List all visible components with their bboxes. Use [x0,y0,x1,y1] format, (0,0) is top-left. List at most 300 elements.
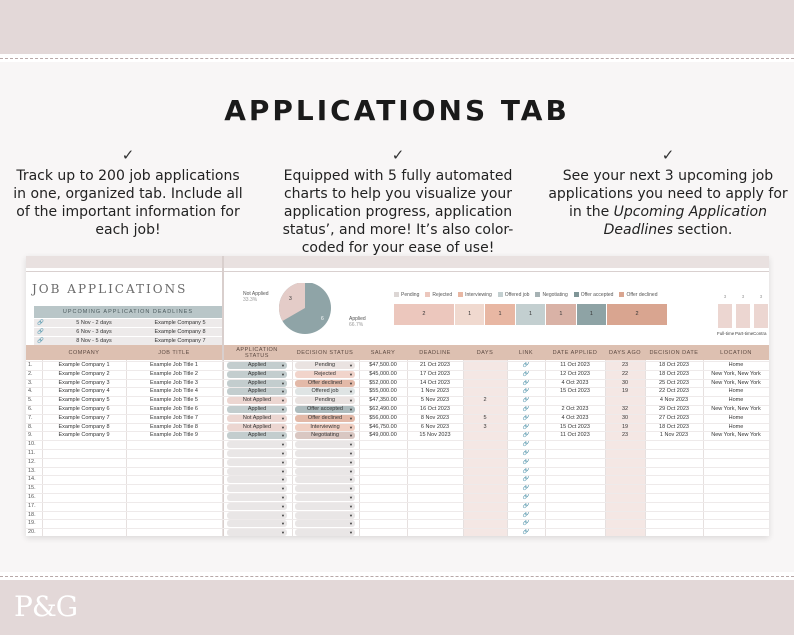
application-status-dropdown[interactable] [227,441,287,448]
cell-ago[interactable]: 19 [621,423,629,430]
row-number: 5. [28,397,33,404]
chevron-down-icon[interactable]: ▼ [349,486,353,492]
cell-company[interactable]: Example Company 5 [58,397,110,404]
cell-company[interactable]: Example Company 1 [58,362,110,368]
col-header-link: LINK [518,349,534,356]
cell-deadline[interactable]: 1 Nov 2023 [420,388,450,395]
chevron-down-icon[interactable]: ▼ [349,477,353,483]
chevron-down-icon[interactable]: ▼ [349,363,353,368]
link-icon[interactable]: 🔗 [522,450,530,456]
job-type-bar-value: 3 [723,294,727,299]
cell-decision[interactable]: 4 Nov 2023 [659,397,689,404]
cell-salary[interactable]: $49,000.00 [369,432,397,439]
legend-item [425,292,452,298]
legend-label: Offer accepted [580,292,614,298]
grid-line [463,360,464,536]
status-bar-segment: 1 [546,304,576,325]
row-number: 18. [28,511,36,518]
job-type-bar [718,304,732,328]
feature-1 [8,146,248,239]
cell-ago[interactable] [605,396,645,405]
application-status-dropdown[interactable] [227,371,287,378]
pie-value-not-applied: 3 [289,296,292,302]
application-status-dropdown[interactable] [227,459,287,466]
cell-deadline[interactable]: 6 Nov 2023 [420,423,450,430]
application-status-dropdown[interactable] [227,397,287,404]
link-icon[interactable]: 🔗 [522,476,530,483]
decision-status-dropdown[interactable] [295,380,355,387]
cell-job[interactable]: Example Job Title 1 [150,362,198,368]
application-status-dropdown[interactable] [227,529,287,536]
col-header-company: COMPANY [68,349,100,356]
application-status-dropdown[interactable] [227,406,287,413]
legend-item [535,292,567,298]
link-icon[interactable]: 🔗 [522,511,530,518]
feature-3 [548,146,788,239]
cell-salary[interactable]: $52,000.00 [369,379,397,386]
col-header-date-applied: DATE APPLIED [552,349,598,356]
link-icon[interactable]: 🔗 [37,320,44,326]
chevron-down-icon[interactable]: ▼ [281,477,285,483]
cell-decision[interactable]: 18 Oct 2023 [659,370,689,377]
link-icon[interactable]: 🔗 [522,520,530,527]
col-header-job-title: JOB TITLE [158,349,190,356]
link-icon[interactable]: 🔗 [522,432,530,439]
cell-job[interactable]: Example Job Title 3 [150,379,198,386]
link-icon[interactable]: 🔗 [522,397,530,404]
application-status-dropdown-value: Not Applied [242,397,272,404]
status-bar-segment: 1 [485,304,515,325]
application-status-dropdown[interactable] [227,485,287,492]
cell-days[interactable]: 2 [483,397,487,404]
link-icon[interactable]: 🔗 [37,338,44,344]
decision-status-dropdown-value: Rejected [314,370,336,377]
cell-decision[interactable]: 29 Oct 2023 [659,406,689,412]
link-icon[interactable]: 🔗 [522,406,530,412]
grid-line [26,414,769,415]
cell-applied[interactable] [545,396,605,405]
application-status-dropdown[interactable] [227,476,287,483]
cell-applied[interactable]: 15 Oct 2023 [560,423,590,430]
link-icon[interactable]: 🔗 [522,370,530,377]
table-row-empty [26,493,769,502]
link-icon[interactable]: 🔗 [522,494,530,500]
feature-text-italic: Upcoming Application Deadlines [603,204,767,238]
cell-days[interactable] [463,405,507,414]
grid-line [26,484,769,485]
cell-deadline[interactable]: 16 Oct 2023 [420,406,450,412]
pie-label-pct: 33.3% [243,297,258,303]
chevron-down-icon[interactable]: ▼ [349,398,353,404]
cell-ago[interactable]: 32 [621,406,629,412]
application-status-dropdown-value: Applied [247,406,267,412]
deadline-company: Example Company 5 [154,320,206,326]
application-status-dropdown[interactable] [227,424,287,431]
chevron-down-icon[interactable]: ▼ [349,495,353,500]
cell-ago[interactable]: 22 [621,370,629,377]
chevron-down-icon[interactable]: ▼ [349,512,353,518]
chevron-down-icon[interactable]: ▼ [349,380,353,386]
table-row [26,387,769,396]
grid-line [26,370,769,371]
page-title: APPLICATIONS TAB [224,94,570,127]
row-number: 15. [28,485,36,492]
cell-deadline[interactable]: 15 Nov 2023 [419,432,451,439]
row-number: 10. [28,441,36,448]
application-status-dropdown-value: Not Applied [242,414,272,421]
col-header-application-status: APPLICATION STATUS [236,346,278,359]
job-type-bar-value: 3 [759,294,763,299]
pie-label-not-applied [243,291,269,303]
pie-label-text: Applied [349,316,366,322]
application-status-dropdown-value: Applied [247,370,267,377]
chevron-down-icon[interactable]: ▼ [349,433,353,439]
application-status-dropdown-value: Applied [247,432,267,439]
application-status-dropdown[interactable] [227,503,287,510]
chevron-down-icon[interactable]: ▼ [281,371,285,377]
decision-status-dropdown[interactable] [295,362,355,369]
table-row-empty [26,440,769,449]
link-icon[interactable]: 🔗 [522,502,530,509]
grid-line [605,360,606,536]
row-number: 9. [28,432,33,439]
chevron-down-icon[interactable]: ▼ [281,521,285,527]
cell-salary[interactable]: $55,000.00 [369,388,397,395]
sheet-toolbar-strip [26,256,769,268]
chevron-down-icon[interactable]: ▼ [281,424,285,430]
grid-line [645,360,646,536]
cell-deadline[interactable]: 8 Nov 2023 [420,414,450,421]
row-number: 17. [28,502,36,509]
decision-status-dropdown[interactable] [295,441,355,448]
chevron-down-icon[interactable]: ▼ [349,442,353,448]
job-type-bar [736,304,750,328]
cell-ago[interactable]: 23 [621,362,629,368]
cell-company[interactable]: Example Company 9 [58,432,110,439]
cell-decision[interactable]: 18 Oct 2023 [659,423,689,430]
chevron-down-icon[interactable]: ▼ [349,424,353,430]
application-status-dropdown[interactable] [227,494,287,501]
feature-2 [278,146,518,257]
chevron-down-icon[interactable]: ▼ [281,503,285,509]
table-row-empty [26,467,769,476]
chevron-down-icon[interactable]: ▼ [349,451,353,456]
cell-days[interactable] [463,387,507,396]
brand-logo: P&G [14,590,78,623]
decision-status-dropdown[interactable] [295,503,355,510]
col-header-days: DAYS [476,349,494,356]
row-number: 3. [28,379,33,386]
link-icon[interactable]: 🔗 [522,414,530,421]
cell-days[interactable]: 3 [483,423,487,430]
table-row-empty [26,475,769,484]
cell-job[interactable]: Example Job Title 5 [150,397,198,404]
divider-line [0,58,794,59]
application-status-dropdown[interactable] [227,450,287,457]
application-status-dropdown[interactable] [227,512,287,519]
chevron-down-icon[interactable]: ▼ [349,371,353,377]
decision-status-dropdown-value: Interviewing [310,423,340,430]
row-number: 13. [28,467,36,474]
legend-label: Pending [401,292,420,298]
decision-status-dropdown[interactable] [295,459,355,466]
check-icon: ✓ [661,146,675,164]
cell-days[interactable] [463,379,507,388]
decision-status-dropdown[interactable] [295,415,355,422]
cell-company[interactable]: Example Company 3 [58,379,110,386]
cell-company[interactable]: Example Company 2 [58,370,110,377]
legend-swatch [535,292,540,297]
grid-line [545,360,546,536]
col-header-decision-date: DECISION DATE [649,349,699,356]
decision-status-dropdown[interactable] [295,450,355,457]
grid-line [407,360,408,536]
decision-status-dropdown[interactable] [295,406,355,413]
cell-ago[interactable]: 30 [621,379,629,386]
decision-status-dropdown[interactable] [295,468,355,475]
application-status-dropdown-value: Applied [247,379,267,386]
link-icon[interactable]: 🔗 [522,467,530,474]
cell-decision[interactable]: 22 Oct 2023 [659,388,689,395]
row-number: 19. [28,520,36,527]
feature-text: Track up to 200 job applications in one, organized tab. Include all of the important information for each job! [13,168,243,238]
chevron-down-icon[interactable]: ▼ [349,389,353,395]
legend-item [619,292,657,298]
decision-status-dropdown[interactable] [295,476,355,483]
row-number: 20. [28,529,36,536]
decision-status-dropdown[interactable] [295,397,355,404]
cell-location[interactable]: New York, New York [711,370,761,377]
cell-deadline[interactable]: 21 Oct 2023 [420,362,450,368]
legend-label: Interviewing [465,292,492,298]
cell-days[interactable]: 5 [483,414,487,421]
grid-line [292,360,293,536]
sheet-toolbar-strip [26,268,769,272]
chevron-down-icon[interactable]: ▼ [281,442,285,448]
cell-applied[interactable]: 15 Oct 2023 [560,388,590,395]
cell-ago[interactable]: 30 [621,414,629,421]
decision-status-dropdown[interactable] [295,512,355,519]
cell-salary[interactable]: $56,000.00 [369,414,397,421]
table-row-empty [26,484,769,493]
cell-job[interactable]: Example Job Title 8 [150,423,198,430]
col-header-deadline: DEADLINE [419,349,451,356]
application-status-dropdown[interactable] [227,520,287,527]
decision-status-legend [394,292,684,300]
cell-days[interactable] [463,370,507,379]
status-bar-segment: 1 [455,304,485,325]
chevron-down-icon[interactable]: ▼ [281,398,285,404]
application-status-dropdown[interactable] [227,415,287,422]
cell-salary[interactable]: $46,750.00 [369,423,397,430]
grid-line [26,431,769,432]
cell-ago[interactable]: 19 [621,388,629,395]
cell-location[interactable]: Home [728,414,744,421]
deadline-text: 8 Nov - 5 days [76,338,112,344]
pie-value-applied: 6 [321,316,324,322]
legend-swatch [574,292,579,297]
chevron-down-icon[interactable]: ▼ [349,407,353,412]
cell-applied[interactable]: 4 Oct 2023 [561,379,589,386]
chevron-down-icon[interactable]: ▼ [281,407,285,412]
application-status-dropdown[interactable] [227,380,287,387]
feature-text: section. [673,222,733,238]
cell-job[interactable]: Example Job Title 6 [150,406,198,412]
cell-location[interactable]: New York, New York [711,432,761,439]
cell-location[interactable]: Home [728,388,744,395]
check-icon: ✓ [391,146,405,164]
col-header-days-ago: DAYS AGO [608,349,642,356]
legend-label: Rejected [432,292,453,298]
decision-status-dropdown-value: Offered job [311,388,339,395]
chevron-down-icon[interactable]: ▼ [281,380,285,386]
feature-text: Equipped with 5 fully automated charts to help you visualize your application progress, application status’, and more! It’s also color-coded for your ease of use! [282,168,514,256]
cell-salary[interactable]: $47,500.00 [369,362,397,368]
chevron-down-icon[interactable]: ▼ [349,503,353,509]
legend-item [394,292,419,298]
cell-days[interactable] [463,361,507,370]
application-status-dropdown[interactable] [227,388,287,395]
application-status-dropdown[interactable] [227,468,287,475]
decision-status-dropdown[interactable] [295,485,355,492]
table-row [26,431,769,440]
link-icon[interactable]: 🔗 [522,423,530,430]
chevron-down-icon[interactable]: ▼ [281,415,285,421]
application-status-dropdown-value: Not Applied [242,423,272,430]
cell-deadline[interactable]: 14 Oct 2023 [420,379,450,386]
chevron-down-icon[interactable]: ▼ [281,468,285,474]
link-icon[interactable]: 🔗 [522,529,530,536]
col-header-location: LOCATION [720,349,752,356]
cell-company[interactable]: Example Company 6 [58,406,110,412]
chevron-down-icon[interactable]: ▼ [349,468,353,474]
application-status-dropdown-value: Applied [247,388,267,395]
cell-applied[interactable]: 11 Oct 2023 [560,362,590,368]
decision-status-dropdown[interactable] [295,371,355,378]
cell-deadline[interactable]: 17 Oct 2023 [420,370,450,377]
application-status-dropdown[interactable] [227,432,287,439]
table-row [26,414,769,423]
row-number: 1. [28,362,33,368]
cell-company[interactable]: Example Company 7 [58,414,110,421]
cell-applied[interactable]: 11 Oct 2023 [560,432,590,439]
cell-company[interactable]: Example Company 4 [58,388,110,395]
chevron-down-icon[interactable]: ▼ [349,415,353,421]
cell-ago[interactable]: 23 [621,432,629,439]
cell-salary[interactable]: $47,350.00 [369,397,397,404]
decision-status-dropdown-value: Negotiating [311,432,339,439]
link-icon[interactable]: 🔗 [522,362,530,368]
legend-label: Negotiating [542,292,568,298]
cell-decision[interactable]: 18 Oct 2023 [659,362,689,368]
cell-job[interactable]: Example Job Title 9 [150,432,198,439]
decision-status-dropdown[interactable] [295,388,355,395]
legend-item [458,292,492,298]
status-bar-segment: 1 [516,304,546,325]
cell-location[interactable]: New York, New York [711,406,761,412]
cell-company[interactable]: Example Company 8 [58,423,110,430]
grid-line [126,360,127,536]
deadline-row [34,319,222,328]
decision-status-dropdown[interactable] [295,432,355,439]
chevron-down-icon[interactable]: ▼ [281,459,285,465]
legend-swatch [394,292,399,297]
row-number: 16. [28,494,36,500]
cell-decision[interactable]: 25 Oct 2023 [659,379,689,386]
chevron-down-icon[interactable]: ▼ [281,512,285,518]
decision-status-dropdown[interactable] [295,529,355,536]
chevron-down-icon[interactable]: ▼ [281,495,285,500]
chevron-down-icon[interactable]: ▼ [281,363,285,368]
grid-line [26,475,769,476]
table-row [26,423,769,432]
chevron-down-icon[interactable]: ▼ [281,451,285,456]
chevron-down-icon[interactable]: ▼ [349,459,353,465]
cell-salary[interactable]: $45,000.00 [369,370,397,377]
decision-status-dropdown[interactable] [295,494,355,501]
chevron-down-icon[interactable]: ▼ [281,433,285,439]
link-icon[interactable]: 🔗 [522,458,530,465]
chevron-down-icon[interactable]: ▼ [281,530,285,536]
cell-job[interactable]: Example Job Title 2 [150,370,198,377]
link-icon[interactable]: 🔗 [522,379,530,386]
cell-deadline[interactable]: 5 Nov 2023 [420,397,450,404]
job-type-bar [754,304,768,328]
cell-job[interactable]: Example Job Title 7 [150,414,198,421]
cell-applied[interactable]: 4 Oct 2023 [561,414,589,421]
cell-location[interactable]: Home [728,362,744,368]
cell-location[interactable]: Home [728,423,744,430]
application-status-dropdown[interactable] [227,362,287,369]
link-icon[interactable]: 🔗 [522,388,530,395]
cell-decision[interactable]: 1 Nov 2023 [659,432,689,439]
cell-days[interactable] [463,431,507,440]
chevron-down-icon[interactable]: ▼ [281,486,285,492]
link-icon[interactable]: 🔗 [37,329,44,335]
cell-applied[interactable]: 2 Oct 2023 [561,406,589,412]
legend-item [574,292,614,298]
link-icon[interactable]: 🔗 [522,441,530,448]
row-number: 14. [28,476,36,483]
deadline-company: Example Company 8 [154,329,206,335]
divider-line [0,576,794,577]
cell-applied[interactable]: 12 Oct 2023 [560,370,590,377]
legend-label: Offer declined [626,292,658,298]
chevron-down-icon[interactable]: ▼ [349,530,353,536]
cell-salary[interactable]: $62,490.00 [369,406,397,412]
deadline-text: 6 Nov - 3 days [76,329,112,335]
job-type-bar-label: Contra [753,331,767,336]
cell-location[interactable]: New York, New York [711,379,761,386]
row-number: 8. [28,423,33,430]
grid-line [26,458,769,459]
top-band [0,0,794,54]
cell-job[interactable]: Example Job Title 4 [150,388,198,395]
legend-swatch [498,292,503,297]
col-header-decision-status: DECISION STATUS [296,349,354,356]
link-icon[interactable]: 🔗 [522,485,530,492]
decision-status-dropdown[interactable] [295,520,355,527]
chevron-down-icon[interactable]: ▼ [281,389,285,395]
cell-location[interactable]: Home [728,397,744,404]
spreadsheet [26,256,769,536]
pie-label-text: Not Applied [243,291,269,297]
table-row-empty [26,458,769,467]
decision-status-dropdown[interactable] [295,424,355,431]
cell-decision[interactable]: 27 Oct 2023 [659,414,689,421]
table-row [26,379,769,388]
chevron-down-icon[interactable]: ▼ [349,521,353,527]
